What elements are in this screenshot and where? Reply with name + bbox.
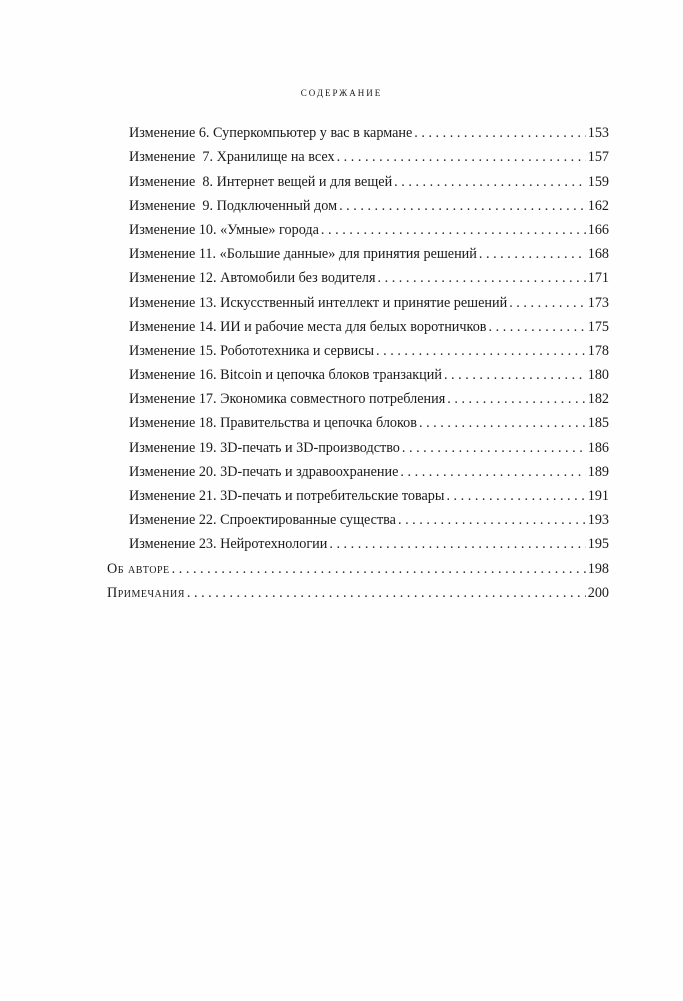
toc-entry-label [129, 245, 477, 263]
toc-entry [0, 215, 609, 239]
toc-entry-text: Автомобили без водителя [220, 270, 376, 287]
toc-dot-leader [339, 197, 586, 215]
toc-entry-text: Экономика совместного потребления [220, 391, 446, 408]
toc-entry-prefix: Изменение 21. [129, 488, 217, 504]
toc-entry-prefix: Изменение 7. [129, 149, 214, 166]
toc-dot-leader [172, 560, 586, 578]
toc-entry-about-author [0, 553, 609, 577]
toc-entry-page: 173 [587, 294, 609, 311]
toc-entry-text: Интернет вещей и для вещей [216, 173, 393, 190]
toc-entry [0, 481, 609, 505]
toc-entry-page: 166 [587, 221, 609, 238]
toc-entry-text: 3D-печать и потребительские товары [220, 488, 445, 504]
toc-entry-prefix: Изменение 6. [129, 125, 210, 142]
toc-entry-text: Об авторе [107, 560, 170, 577]
toc-entry-page: 189 [587, 463, 609, 480]
toc-entry [0, 287, 609, 311]
toc-dot-leader [446, 487, 585, 505]
toc-entry-text: «Умные» города [220, 221, 319, 238]
toc-entry-label [129, 148, 335, 166]
toc-entry-label [129, 221, 319, 239]
toc-entry [0, 263, 609, 287]
toc-dot-leader [489, 318, 586, 336]
toc-entry-text: Робототехника и сервисы [220, 342, 375, 359]
toc-dot-leader [402, 439, 586, 457]
toc-entry-page: 171 [587, 270, 609, 287]
toc-entry-prefix: Изменение 20. [129, 463, 217, 480]
toc-entry [0, 312, 609, 336]
toc-entry-page: 182 [587, 391, 609, 408]
toc-entry [0, 384, 609, 408]
toc-entry-page: 175 [587, 318, 609, 335]
toc-entry-page: 178 [587, 342, 609, 359]
toc-dot-leader [444, 366, 586, 384]
toc-entry [0, 432, 609, 456]
toc-entry-text: 3D-печать и 3D-производство [220, 439, 400, 456]
toc-entry-prefix: Изменение 10. [129, 221, 217, 238]
toc-dot-leader [447, 390, 585, 408]
toc-entry-label [129, 535, 327, 553]
toc-entry-label [129, 439, 400, 457]
toc-entry [0, 457, 609, 481]
toc-list [0, 118, 683, 602]
toc-entry-label [129, 173, 392, 191]
toc-dot-leader [479, 245, 586, 263]
toc-entry-prefix: Изменение 23. [129, 536, 217, 553]
toc-entry-text: Искусственный интеллект и принятие решений [220, 294, 508, 311]
toc-entry-text: Правительства и цепочка блоков [220, 415, 417, 432]
toc-entry [0, 360, 609, 384]
toc-title: содержание [300, 84, 383, 99]
toc-entry-page: 186 [587, 439, 609, 456]
toc-dot-leader [394, 173, 586, 191]
toc-entry-page: 159 [587, 173, 609, 190]
toc-entry-label [129, 366, 442, 384]
toc-entry-page: 191 [587, 488, 609, 504]
toc-entry-prefix: Изменение 14. [129, 318, 217, 335]
toc-entry-label [129, 414, 417, 432]
toc-entry [0, 239, 609, 263]
toc-entry-notes [0, 578, 609, 602]
toc-entry-text: Подключенный дом [216, 197, 338, 214]
toc-entry-text: Примечания [107, 584, 185, 601]
toc-entry-page: 168 [587, 246, 609, 263]
toc-entry-prefix: Изменение 19. [129, 439, 217, 456]
toc-entry-prefix: Изменение 12. [129, 270, 217, 287]
toc-entry-label [129, 318, 487, 336]
toc-entry [0, 118, 609, 142]
toc-entry-page: 157 [587, 149, 609, 166]
toc-dot-leader [378, 269, 586, 287]
toc-entry-text: «Большие данные» для принятия решений [219, 246, 477, 263]
toc-entry-page: 162 [587, 197, 609, 214]
toc-entry-text: 3D-печать и здравоохранение [220, 463, 399, 480]
toc-entry-label [129, 269, 376, 287]
toc-entry-label [129, 342, 374, 360]
toc-entry [0, 529, 609, 553]
toc-entry-page: 153 [587, 125, 609, 142]
toc-entry-prefix: Изменение 11. [129, 246, 217, 263]
toc-entry-prefix: Изменение 8. [129, 173, 214, 190]
toc-entry [0, 191, 609, 215]
toc-dot-leader [419, 414, 586, 432]
toc-dot-leader [376, 342, 586, 360]
toc-dot-leader [414, 124, 585, 142]
toc-entry-text: Суперкомпьютер у вас в кармане [213, 125, 413, 142]
toc-entry-page: 180 [587, 367, 609, 384]
toc-entry-text: ИИ и рабочие места для белых воротничков [220, 318, 487, 335]
toc-entry [0, 336, 609, 360]
toc-entry-prefix: Изменение 22. [129, 512, 217, 529]
toc-entry-text: Спроектированные существа [220, 512, 396, 529]
toc-entry-text: Нейротехнологии [220, 536, 328, 553]
toc-entry-prefix: Изменение 17. [129, 391, 217, 408]
toc-dot-leader [509, 294, 586, 312]
toc-entry-label [129, 197, 337, 215]
toc-entry-prefix: Изменение 15. [129, 342, 217, 359]
toc-entry-page: 185 [587, 415, 609, 432]
toc-entry-text: Bitcoin и цепочка блоков транзакций [220, 367, 442, 384]
toc-dot-leader [187, 584, 586, 602]
toc-entry-page: 200 [587, 584, 609, 601]
toc-entry-page: 198 [587, 560, 609, 577]
toc-entry-label [129, 124, 412, 142]
toc-entry-label [129, 463, 398, 481]
toc-dot-leader [321, 221, 586, 239]
toc-entry [0, 505, 609, 529]
toc-entry-label [129, 390, 445, 408]
toc-entry-label [129, 487, 444, 505]
toc-dot-leader [398, 511, 586, 529]
toc-entry [0, 142, 609, 166]
toc-entry [0, 166, 609, 190]
toc-dot-leader [329, 535, 585, 553]
toc-entry-prefix: Изменение 9. [129, 197, 214, 214]
toc-entry-label [129, 294, 507, 312]
toc-entry-prefix: Изменение 16. [129, 367, 217, 384]
toc-entry [0, 408, 609, 432]
toc-dot-leader [400, 463, 585, 481]
toc-entry-page: 193 [587, 512, 609, 529]
toc-entry-label [129, 511, 396, 529]
toc-entry-prefix: Изменение 18. [129, 415, 217, 432]
toc-entry-text: Хранилище на всех [216, 149, 335, 166]
toc-dot-leader [337, 148, 586, 166]
toc-entry-prefix: Изменение 13. [129, 294, 217, 311]
toc-entry-page: 195 [587, 536, 609, 553]
